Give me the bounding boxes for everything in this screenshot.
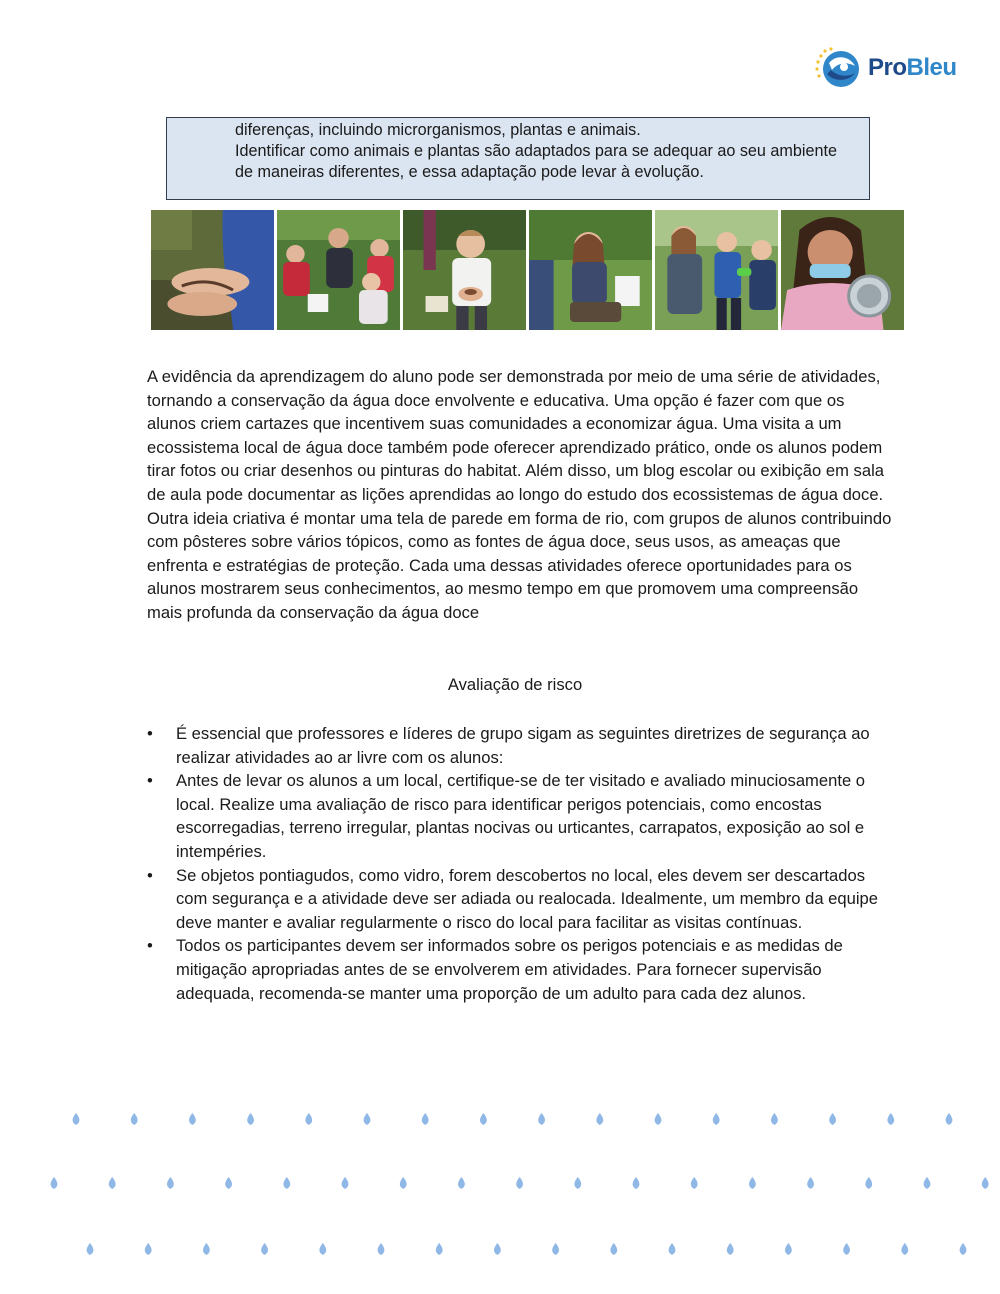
water-drop-icon — [319, 1243, 326, 1255]
water-drop-icon — [145, 1243, 152, 1255]
water-drop-icon — [342, 1177, 349, 1189]
water-drop-icon — [378, 1243, 385, 1255]
list-item-text: Se objetos pontiagudos, como vidro, forem descobertos no local, eles devem ser descartados com segurança e a atividade deve ser adiada ou realocada. Idealmente, um membro da equipe deve manter e avaliar regularmente o risco do local para facilitar as visitas contínuas. — [176, 865, 878, 932]
bullet-icon: • — [147, 865, 153, 885]
hands-holding-worm-photo — [151, 210, 274, 330]
water-drop-icon — [901, 1243, 908, 1255]
list-item — [147, 864, 887, 935]
risk-guidelines-list — [147, 722, 887, 1005]
water-drop-icon — [225, 1177, 232, 1189]
list-item — [147, 934, 887, 1005]
photo-strip — [151, 210, 904, 330]
water-drop-icon — [843, 1243, 850, 1255]
water-drop-icon — [785, 1243, 792, 1255]
water-drop-icon — [73, 1113, 80, 1125]
water-drop-icon — [633, 1177, 640, 1189]
water-drop-icon — [203, 1243, 210, 1255]
list-item-text: Todos os participantes devem ser informados sobre os perigos potenciais e as medidas de mitigação apropriadas antes de se envolverem em atividades. Para fornecer supervisão adequada, recomenda-se manter uma proporção de um adulto para cada dez alunos. — [176, 936, 843, 1003]
water-drop-icon — [283, 1177, 290, 1189]
brand-name-part2: Bleu — [906, 54, 957, 81]
teacher-and-children-looking-photo — [655, 210, 778, 330]
water-drop-icon — [109, 1177, 116, 1189]
water-drop-icon — [261, 1243, 268, 1255]
probleu-wordmark — [868, 54, 957, 82]
water-drop-icon — [596, 1113, 603, 1125]
water-drop-icon — [87, 1243, 94, 1255]
water-drop-icon — [691, 1177, 698, 1189]
water-drop-icon — [727, 1243, 734, 1255]
risk-assessment-heading: Avaliação de risco — [447, 675, 583, 694]
water-drop-icon — [480, 1113, 487, 1125]
objective-line-1: diferenças, incluindo microrganismos, plantas e animais. — [235, 121, 641, 139]
water-drop-icon — [364, 1113, 371, 1125]
water-drop-icon — [749, 1177, 756, 1189]
water-drop-icon — [51, 1177, 58, 1189]
list-item-text: É essencial que professores e líderes de grupo sigam as seguintes diretrizes de segurança ao realizar atividades ao ar livre com os alunos: — [176, 724, 870, 767]
water-drop-pattern-icon — [0, 1100, 1000, 1280]
water-drop-icon — [574, 1177, 581, 1189]
water-drop-icon — [131, 1113, 138, 1125]
child-holding-worm-photo — [403, 210, 526, 330]
list-item-text: Antes de levar os alunos a um local, certifique-se de ter visitado e avaliado minuciosamente o local. Realize uma avaliação de risco para identificar perigos potenciais, como encostas escorregadias, terreno irregular, plantas nocivas ou urticantes, carrapatos, exposição ao sol e intempéries. — [176, 771, 866, 861]
water-drop-icon — [946, 1113, 953, 1125]
water-drop-icon — [655, 1113, 662, 1125]
list-item — [147, 722, 887, 769]
brand-name-part1: Pro — [868, 54, 907, 81]
water-drop-icon — [924, 1177, 931, 1189]
list-item — [147, 769, 887, 863]
probleu-globe-icon — [814, 46, 862, 92]
objective-line-2: Identificar como animais e plantas são adaptados para se adequar ao seu ambiente de maneiras diferentes, e essa adaptação pode levar à evolução. — [235, 142, 838, 181]
water-drop-icon — [494, 1243, 501, 1255]
evidence-paragraph: A evidência da aprendizagem do aluno pode ser demonstrada por meio de uma série de atividades, tornando a conservação da água doce envolvente e educativa. Uma opção é fazer com que os alunos criem cartazes que incentivem suas comunidades a economizar água. Uma visita a um ecossistema local de água doce também pode oferecer aprendizado prático, onde os alunos podem tirar fotos ou criar desenhos ou pinturas do habitat. Além disso, um blog escolar ou exibição em sala de aula pode documentar as lições aprendidas ao longo do estudo dos ecossistemas de água doce. Outra ideia criativa é montar uma tela de parede em forma de rio, com grupos de alunos contribuindo com pôsteres sobre vários tópicos, como as fontes de água doce, seus usos, as ameaças que enfrenta e estratégias de proteção. Cada uma dessas atividades oferece oportunidades para os alunos mostrarem seus conhecimentos, ao mesmo tempo em que promovem uma compreensão mais profunda da conservação da água doce — [147, 367, 892, 622]
probleu-logo — [814, 46, 974, 92]
water-drop-icon — [829, 1113, 836, 1125]
water-drop-icon — [538, 1113, 545, 1125]
bullet-icon: • — [147, 771, 153, 791]
water-drop-icon — [887, 1113, 894, 1125]
water-drop-icon — [713, 1113, 720, 1125]
water-drop-icon — [960, 1243, 967, 1255]
children-outdoor-activity-photo — [277, 210, 400, 330]
water-drop-icon — [610, 1243, 617, 1255]
water-drop-icon — [516, 1177, 523, 1189]
water-drop-icon — [305, 1113, 312, 1125]
water-drop-icon — [552, 1243, 559, 1255]
water-drop-icon — [669, 1243, 676, 1255]
water-drop-icon — [982, 1177, 989, 1189]
water-drop-icon — [807, 1177, 814, 1189]
objectives-box — [166, 117, 870, 200]
water-drop-icon — [422, 1113, 429, 1125]
water-drop-icon — [436, 1243, 443, 1255]
water-drop-icon — [167, 1177, 174, 1189]
water-drop-icon — [400, 1177, 407, 1189]
water-drop-icon — [189, 1113, 196, 1125]
water-drop-icon — [865, 1177, 872, 1189]
bullet-icon: • — [147, 936, 153, 956]
water-drop-icon — [247, 1113, 254, 1125]
teacher-kneeling-with-clipboard-photo — [529, 210, 652, 330]
water-drop-icon — [458, 1177, 465, 1189]
smiling-girl-with-jar-photo — [781, 210, 904, 330]
bullet-icon: • — [147, 724, 153, 743]
water-drop-icon — [771, 1113, 778, 1125]
